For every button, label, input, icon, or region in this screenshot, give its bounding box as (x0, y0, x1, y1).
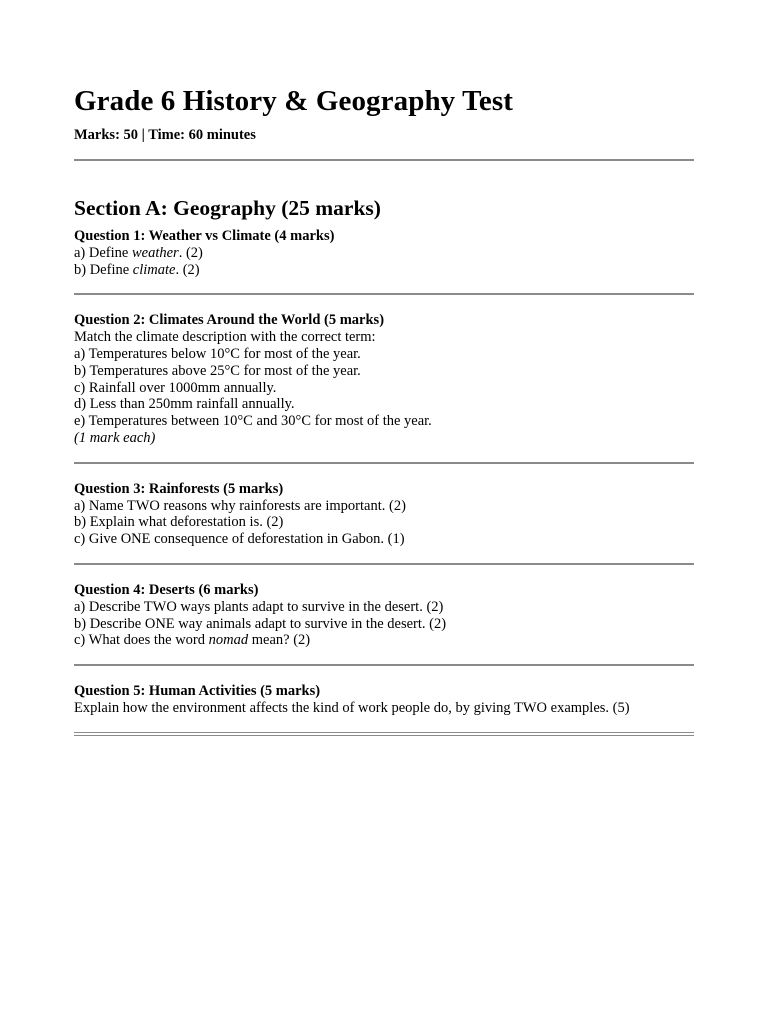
question-5-text: Explain how the environment affects the kind of work people do, by giving TWO examples. (5) (74, 699, 630, 716)
question-4-part-c-suffix: mean? (2) (248, 632, 311, 649)
question-4-part-b: b) Describe ONE way animals adapt to survive in the desert. (2) (74, 615, 447, 632)
question-1-part-b (74, 262, 694, 279)
question-3-divider (74, 563, 694, 565)
question-3-title: Question 3: Rainforests (5 marks) (74, 480, 284, 497)
question-1-part-a (74, 245, 694, 262)
header-divider (74, 159, 694, 161)
question-4-part-c-prefix: c) What does the word (74, 632, 209, 649)
question-1-title: Question 1: Weather vs Climate (4 marks) (74, 228, 335, 244)
question-5-title: Question 5: Human Activities (5 marks) (74, 683, 321, 700)
question-5 (74, 683, 694, 717)
end-double-divider (74, 732, 694, 736)
question-1-part-b-prefix: b) Define (74, 261, 133, 278)
question-1-part-b-suffix: . (2) (175, 261, 200, 278)
question-1 (74, 228, 694, 278)
question-2-part-c: c) Rainfall over 1000mm annually. (74, 379, 277, 396)
question-1-part-a-suffix: . (2) (178, 244, 203, 261)
question-3-part-c: c) Give ONE consequence of deforestation in Gabon. (1) (74, 531, 405, 548)
question-4 (74, 582, 694, 649)
question-1-part-a-term: weather (131, 244, 179, 261)
question-2-mark-note: (1 mark each) (74, 429, 156, 446)
question-2-part-a: a) Temperatures below 10°C for most of the year. (74, 345, 361, 362)
question-2 (74, 312, 694, 446)
question-3-part-a: a) Name TWO reasons why rainforests are important. (2) (74, 497, 406, 514)
question-2-title: Question 2: Climates Around the World (5 marks) (74, 312, 385, 329)
question-1-part-a-prefix: a) Define (74, 244, 132, 261)
question-3-part-b: b) Explain what deforestation is. (2) (74, 514, 284, 531)
marks-time-info: Marks: 50 | Time: 60 minutes (74, 127, 256, 143)
question-4-part-c-term: nomad (208, 632, 249, 649)
section-a-title: Section A: Geography (25 marks) (74, 196, 381, 220)
page-title: Grade 6 History & Geography Test (74, 85, 513, 117)
question-2-part-d: d) Less than 250mm rainfall annually. (74, 396, 295, 413)
question-2-intro: Match the climate description with the correct term: (74, 329, 376, 346)
question-4-divider (74, 664, 694, 666)
question-4-title: Question 4: Deserts (6 marks) (74, 581, 259, 598)
question-1-part-b-term: climate (132, 261, 176, 278)
question-4-part-a: a) Describe TWO ways plants adapt to survive in the desert. (2) (74, 598, 444, 615)
question-1-divider (74, 293, 694, 295)
question-2-part-b: b) Temperatures above 25°C for most of the year. (74, 362, 361, 379)
question-2-divider (74, 462, 694, 464)
question-2-part-e: e) Temperatures between 10°C and 30°C for most of the year. (74, 413, 432, 430)
question-4-part-c (74, 632, 694, 649)
question-3 (74, 481, 694, 548)
